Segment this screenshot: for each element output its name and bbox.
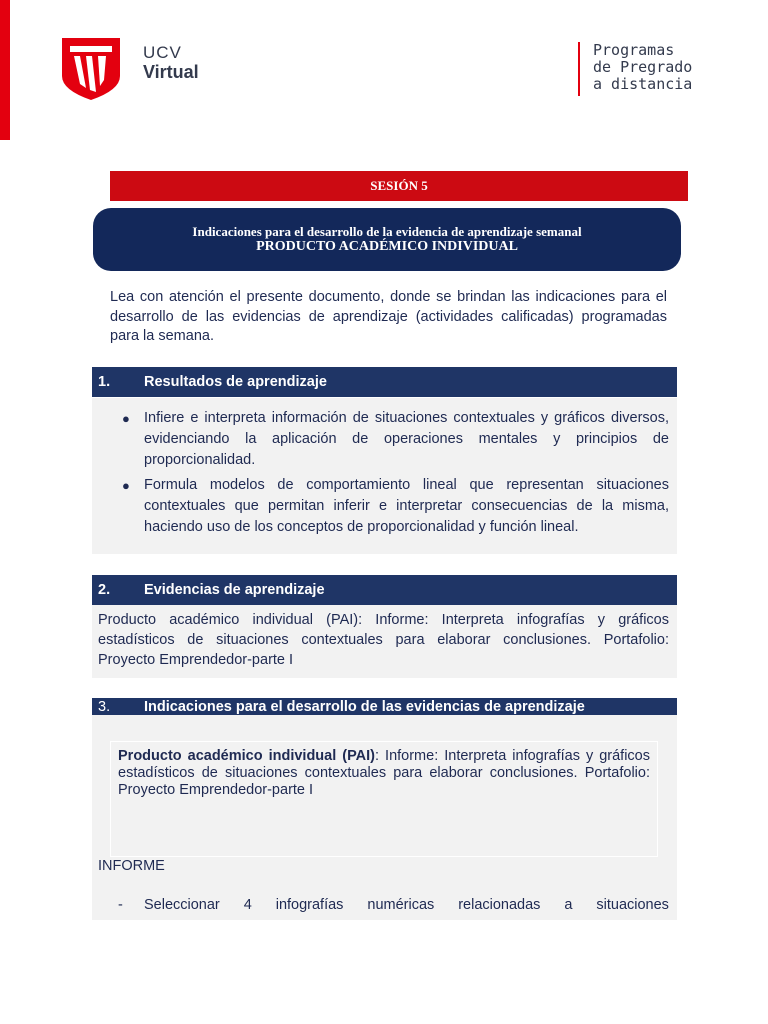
bullet-dot-icon: ● [122,478,130,493]
ucv-shield-logo [60,36,122,102]
pai-description: : Informe: Interpreta infografías y gráficos estadísticos de situaciones contextuales para elaborar conclusiones. Portafolio: Proyecto Emprendedor-parte I [118,748,650,798]
pai-label: Producto académico individual (PAI) [118,748,376,764]
section-1-number: 1. [98,374,111,390]
intro-paragraph: Lea con atención el presente documento, donde se brindan las indicaciones para el desarrollo de las evidencias de aprendizaje (actividades calificadas) programadas para la semana. [110,289,667,344]
section-3-title: Indicaciones para el desarrollo de las evidencias de aprendizaje [144,698,585,715]
step-word: numéricas [367,897,435,913]
section-2-header [92,575,677,605]
left-edge-accent [0,0,10,140]
brand-line-2: Virtual [143,62,199,82]
list-item [92,475,677,538]
section-2-number: 2. [98,582,111,598]
header-divider [578,42,580,96]
step-word: a [564,897,573,913]
list-item-text: Formula modelos de comportamiento lineal que representan situaciones contextuales que permitan inferir e interpretar consecuencias de la misma, haciendo uso de los conceptos de proporcionalidad y función lineal. [144,477,669,535]
learning-outcomes-list [92,408,677,538]
section-1-header [92,367,677,397]
section-3-number: 3. [98,698,111,715]
list-item-text: Infiere e interpreta información de situaciones contextuales y gráficos diversos, evidenciando la aplicación de operaciones mentales y principios de proporcionalidad. [144,410,669,468]
bullet-dot-icon: ● [122,411,130,426]
title-line-2: PRODUCTO ACADÉMICO INDIVIDUAL [256,239,518,254]
pai-description-box [110,741,658,857]
step-dash: - [118,897,123,913]
step-word: Seleccionar [144,897,220,913]
step-word: relacionadas [458,897,541,913]
programs-label [593,42,692,93]
informe-label: INFORME [98,858,165,874]
section-2-title: Evidencias de aprendizaje [144,582,325,598]
title-line-1: Indicaciones para el desarrollo de la evidencia de aprendizaje semanal [192,224,582,239]
brand-line-1: UCV [143,43,182,62]
step-line [144,897,669,913]
step-word: 4 [243,897,252,913]
programs-line-2: de Pregrado [593,58,693,76]
session-label: SESIÓN 5 [370,178,428,193]
programs-line-3: a distancia [593,75,693,93]
step-word: infografías [275,897,344,913]
brand-name [143,44,199,82]
section-1-body [92,398,677,554]
session-banner [110,171,688,201]
evidence-text: Producto académico individual (PAI): Informe: Interpreta infografías y gráficos estadísticos de situaciones contextuales para elaborar conclusiones. Portafolio: Proyecto Emprendedor-parte I [98,612,669,668]
section-2-body [92,605,677,678]
title-box [93,208,681,271]
list-item [92,408,677,471]
programs-line-1: Programas [593,41,675,59]
section-1-title: Resultados de aprendizaje [144,374,327,390]
step-word: situaciones [596,897,669,913]
section-3-header [92,698,677,715]
